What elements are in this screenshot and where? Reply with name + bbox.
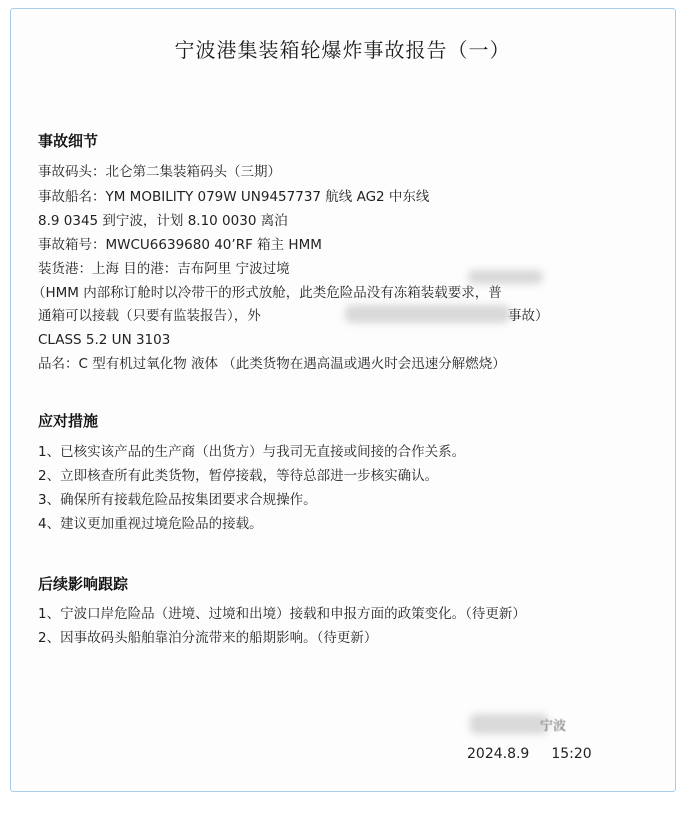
detail-line-container: 事故箱号：MWCU6639680 40’RF 箱主 HMM (38, 237, 322, 253)
detail-line-note-1: （HMM 内部称订舱时以冷带干的形式放舱，此类危险品没有冻箱装载要求，普 (32, 285, 502, 301)
followup-line-2: 2、因事故码头船舶靠泊分流带来的船期影响。（待更新） (38, 630, 378, 646)
detail-line-vessel: 事故船名：YM MOBILITY 079W UN9457737 航线 AG2 中东线 (38, 189, 430, 205)
section-heading-followup: 后续影响跟踪 (38, 575, 129, 593)
redaction-blur (468, 270, 543, 284)
signature-org: 宁波 (540, 719, 567, 734)
document-title: 宁波港集装箱轮爆炸事故报告（一） (174, 38, 511, 62)
detail-line-schedule: 8.9 0345 到宁波，计划 8.10 0030 离泊 (38, 213, 288, 229)
section-heading-details: 事故细节 (38, 132, 99, 150)
detail-line-note-2: 通箱可以接载（只要有监装报告），外 (38, 308, 261, 324)
detail-line-terminal: 事故码头：北仑第二集装箱码头（三期） (38, 164, 281, 180)
detail-line-product: 品名：C 型有机过氧化物 液体 （此类货物在遇高温或遇火时会迅速分解燃烧） (38, 356, 506, 372)
followup-line-1: 1、宁波口岸危险品（进境、过境和出境）接载和申报方面的政策变化。（待更新） (38, 606, 526, 622)
detail-line-class: CLASS 5.2 UN 3103 (38, 332, 171, 348)
redaction-blur (470, 714, 548, 734)
document-frame (10, 8, 676, 792)
detail-line-note-3: 事故） (508, 308, 549, 324)
signature-block (470, 712, 580, 736)
measure-line-4: 4、建议更加重视过境危险品的接载。 (38, 516, 263, 532)
redaction-blur (345, 305, 510, 323)
report-time: 15:20 (551, 746, 592, 762)
section-heading-measures: 应对措施 (38, 412, 99, 430)
measure-line-3: 3、确保所有接载危险品按集团要求合规操作。 (38, 492, 317, 508)
detail-line-ports: 装货港：上海 目的港：吉布阿里 宁波过境 (38, 261, 290, 277)
measure-line-1: 1、已核实该产品的生产商（出货方）与我司无直接或间接的合作关系。 (38, 444, 466, 460)
report-datetime (467, 746, 592, 762)
report-date: 2024.8.9 (467, 746, 530, 762)
measure-line-2: 2、立即核查所有此类货物，暂停接载，等待总部进一步核实确认。 (38, 468, 439, 484)
